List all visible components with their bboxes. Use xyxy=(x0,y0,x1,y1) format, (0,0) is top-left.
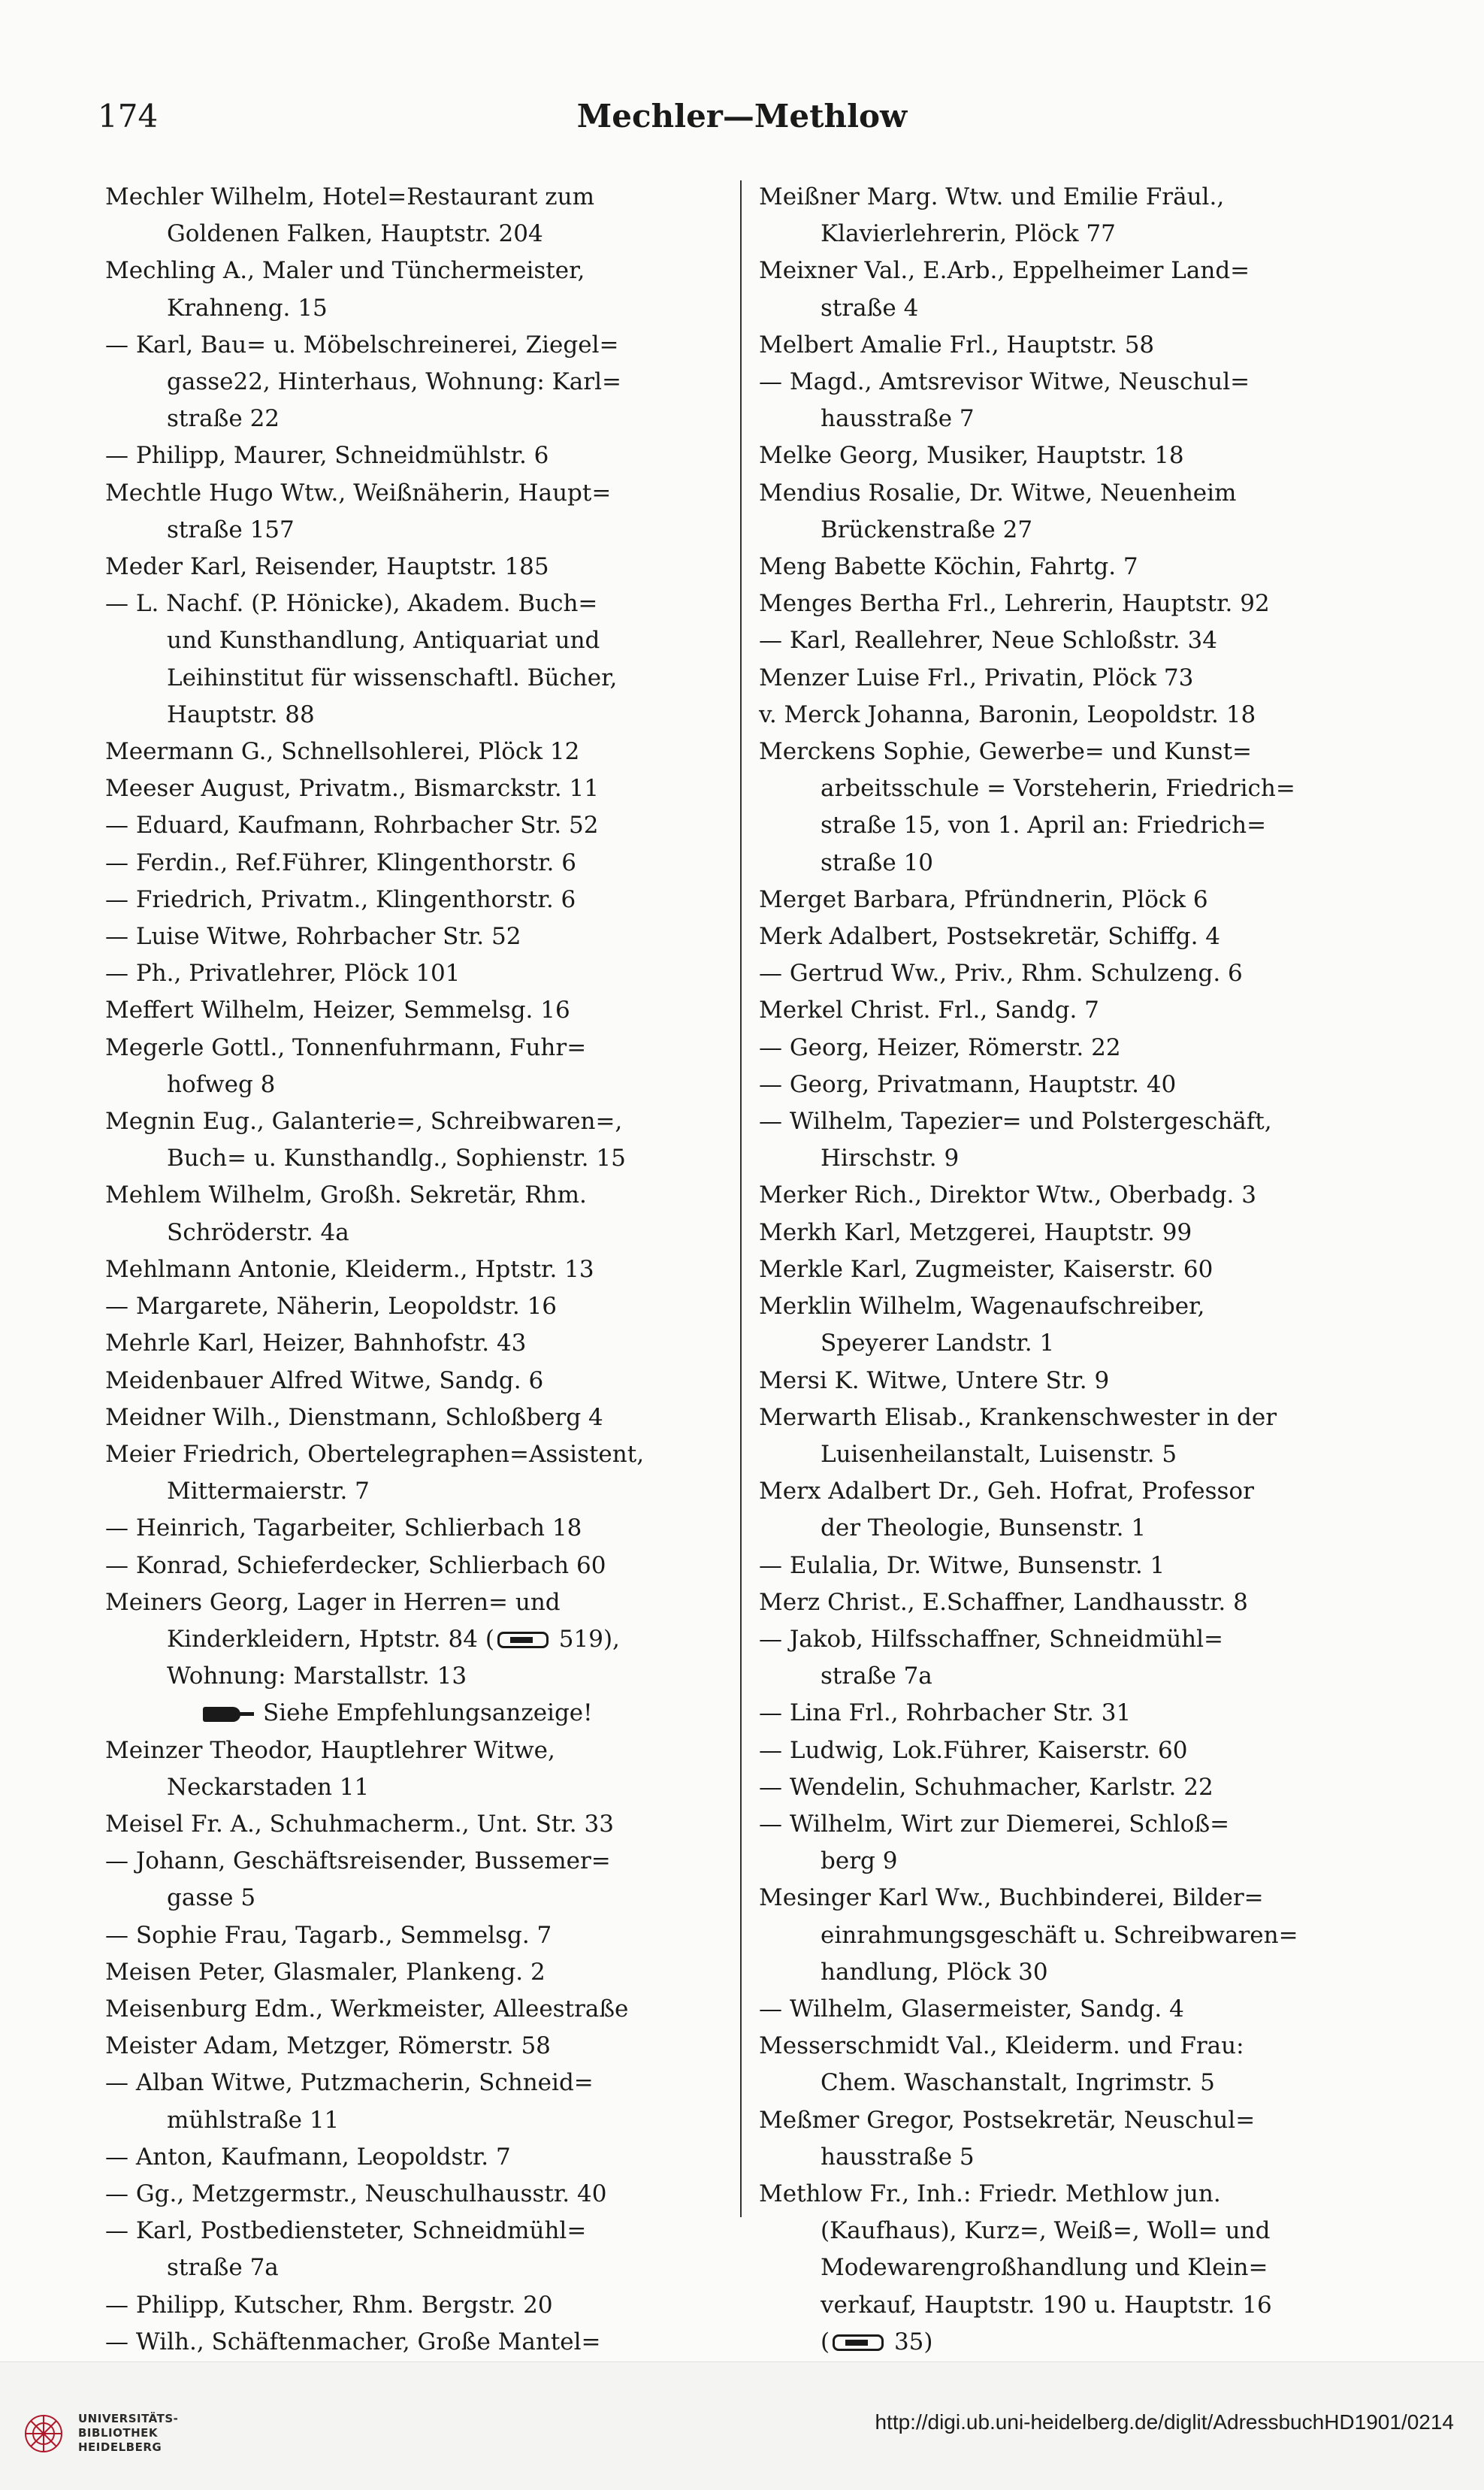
running-head: Mechler—Methlow xyxy=(576,98,908,135)
entry-text: — Wilh., Schäftenmacher, Große Mantel= xyxy=(105,2328,601,2355)
directory-entry xyxy=(105,253,740,326)
entry-text: Merker Rich., Direktor Wtw., Oberbadg. 3 xyxy=(759,1181,1256,1209)
entry-text: Meng Babette Köchin, Fahrtg. 7 xyxy=(759,553,1138,581)
directory-entry xyxy=(105,1177,740,1251)
entry-text: Megnin Eug., Galanterie=, Schreibwaren=, xyxy=(105,1108,623,1136)
library-name xyxy=(78,2412,178,2455)
entry-text: — Magd., Amtsrevisor Witwe, Neuschul= xyxy=(759,368,1250,396)
directory-entry xyxy=(105,1288,740,1325)
directory-entry xyxy=(759,1251,1394,1288)
directory-entry xyxy=(105,1991,740,2028)
entry-text: Meisen Peter, Glasmaler, Plankeng. 2 xyxy=(105,1958,546,1986)
entry-text: Meffert Wilhelm, Heizer, Semmelsg. 16 xyxy=(105,997,570,1024)
entry-text: Meidenbauer Alfred Witwe, Sandg. 6 xyxy=(105,1366,544,1394)
entry-text: Chem. Waschanstalt, Ingrimstr. 5 xyxy=(821,2069,1215,2097)
entry-text: hofweg 8 xyxy=(167,1070,276,1098)
entry-text: Merx Adalbert Dr., Geh. Hofrat, Professor xyxy=(759,1478,1254,1505)
entry-text: Wohnung: Marstallstr. 13 xyxy=(167,1663,467,1690)
column-divider xyxy=(740,180,742,2217)
entry-text: Modewarengroßhandlung und Klein= xyxy=(821,2254,1268,2282)
directory-entry xyxy=(759,660,1394,697)
entry-text: Mehlem Wilhelm, Großh. Sekretär, Rhm. xyxy=(105,1181,587,1209)
directory-entry xyxy=(105,549,740,585)
directory-entry xyxy=(105,1806,740,1843)
entry-text: Krahneng. 15 xyxy=(167,294,328,322)
pointing-hand-icon xyxy=(203,1707,240,1722)
directory-entry xyxy=(105,2213,740,2286)
entry-text: Merk Adalbert, Postsekretär, Schiffg. 4 xyxy=(759,923,1221,951)
entry-text: Leihinstitut für wissenschaftl. Bücher, xyxy=(167,664,618,691)
entry-text: Merkle Karl, Zugmeister, Kaiserstr. 60 xyxy=(759,1255,1213,1283)
directory-entry xyxy=(759,697,1394,734)
directory-entry xyxy=(759,1880,1394,1991)
directory-entry xyxy=(759,1399,1394,1473)
directory-entry xyxy=(759,1621,1394,1695)
directory-entry xyxy=(759,918,1394,955)
entry-text: Buch= u. Kunsthandlg., Sophienstr. 15 xyxy=(167,1145,626,1172)
directory-entry xyxy=(759,1103,1394,1177)
directory-entry xyxy=(105,1436,740,1510)
directory-entry xyxy=(105,2028,740,2065)
directory-entry xyxy=(105,475,740,549)
directory-entry xyxy=(105,882,740,918)
directory-entry xyxy=(759,475,1394,549)
entry-text: mühlstraße 11 xyxy=(167,2106,340,2134)
entry-text: — Ph., Privatlehrer, Plöck 101 xyxy=(105,960,461,988)
entry-text: — Ferdin., Ref.Führer, Klingenthorstr. 6 xyxy=(105,849,576,876)
directory-entry xyxy=(105,179,740,253)
entry-text: — Wilhelm, Wirt zur Diemerei, Schloß= xyxy=(759,1810,1230,1838)
entry-text: hausstraße 5 xyxy=(821,2143,975,2171)
directory-entry xyxy=(759,734,1394,882)
library-name-line: HEIDELBERG xyxy=(78,2440,162,2454)
entry-text: ( xyxy=(821,2328,830,2355)
directory-entry xyxy=(759,622,1394,659)
entry-text: straße 10 xyxy=(821,849,934,876)
directory-entry xyxy=(105,585,740,734)
right-column xyxy=(759,179,1394,2398)
directory-entry xyxy=(759,549,1394,585)
source-url-link[interactable]: http://digi.ub.uni-heidelberg.de/diglit/AdressbuchHD1901/0214 xyxy=(875,2410,1454,2434)
directory-entry xyxy=(105,1030,740,1103)
directory-entry xyxy=(759,955,1394,992)
entry-text: — Gg., Metzgermstr., Neuschulhausstr. 40 xyxy=(105,2180,607,2207)
library-name-line: BIBLIOTHEK xyxy=(78,2426,158,2440)
entry-text: Merget Barbara, Pfründnerin, Plöck 6 xyxy=(759,885,1208,913)
entry-text: Meinzer Theodor, Hauptlehrer Witwe, xyxy=(105,1736,555,1764)
entry-text: Mehrle Karl, Heizer, Bahnhofstr. 43 xyxy=(105,1330,527,1357)
entry-text: gasse22, Hinterhaus, Wohnung: Karl= xyxy=(167,368,621,396)
directory-entry xyxy=(759,1363,1394,1399)
directory-entry xyxy=(105,955,740,992)
entry-text: verkauf, Hauptstr. 190 u. Hauptstr. 16 xyxy=(821,2291,1272,2319)
entry-text: straße 7a xyxy=(821,1663,932,1690)
entry-text: — Eduard, Kaufmann, Rohrbacher Str. 52 xyxy=(105,812,599,840)
entry-text: Mechling A., Maler und Tünchermeister, xyxy=(105,257,585,285)
directory-entry xyxy=(105,1548,740,1584)
directory-entry xyxy=(759,1806,1394,1880)
entry-text: arbeitsschule = Vorsteherin, Friedrich= xyxy=(821,775,1295,803)
entry-text: — L. Nachf. (P. Hönicke), Akadem. Buch= xyxy=(105,590,598,618)
entry-text: — Wilhelm, Tapezier= und Polstergeschäft, xyxy=(759,1108,1272,1136)
directory-entry xyxy=(759,1584,1394,1621)
entry-text: — Luise Witwe, Rohrbacher Str. 52 xyxy=(105,923,521,951)
entry-text: Merkh Karl, Metzgerei, Hauptstr. 99 xyxy=(759,1218,1192,1246)
directory-entry xyxy=(105,1251,740,1288)
entry-text: — Wendelin, Schuhmacher, Karlstr. 22 xyxy=(759,1773,1213,1801)
directory-entry xyxy=(105,1843,740,1917)
entry-text: straße 22 xyxy=(167,405,280,433)
entry-text: Brückenstraße 27 xyxy=(821,516,1033,543)
entry-text: Mittermaierstr. 7 xyxy=(167,1478,370,1505)
entry-text: straße 7a xyxy=(167,2254,279,2282)
entry-text: Hirschstr. 9 xyxy=(821,1145,960,1172)
entry-text: — Johann, Geschäftsreisender, Bussemer= xyxy=(105,1847,611,1875)
directory-entry xyxy=(759,253,1394,326)
entry-text: Merkel Christ. Frl., Sandg. 7 xyxy=(759,997,1099,1024)
entry-text: Luisenheilanstalt, Luisenstr. 5 xyxy=(821,1440,1177,1468)
entry-text: Messerschmidt Val., Kleiderm. und Frau: xyxy=(759,2032,1244,2060)
entry-text: Megerle Gottl., Tonnenfuhrmann, Fuhr= xyxy=(105,1033,587,1061)
directory-entry xyxy=(759,179,1394,253)
entry-text: gasse 5 xyxy=(167,1884,256,1912)
entry-text: Meister Adam, Metzger, Römerstr. 58 xyxy=(105,2032,551,2060)
page-number: 174 xyxy=(98,98,159,135)
directory-entry xyxy=(105,734,740,770)
directory-entry xyxy=(759,364,1394,437)
entry-text: — Jakob, Hilfsschaffner, Schneidmühl= xyxy=(759,1625,1224,1653)
entry-text: hausstraße 7 xyxy=(821,405,975,433)
telephone-icon xyxy=(497,1632,549,1648)
directory-entry xyxy=(105,1325,740,1362)
directory-entry xyxy=(759,1177,1394,1214)
entry-text: — Ludwig, Lok.Führer, Kaiserstr. 60 xyxy=(759,1736,1188,1764)
directory-entry xyxy=(759,1769,1394,1806)
directory-entry xyxy=(105,918,740,955)
directory-entry xyxy=(759,1695,1394,1732)
entry-text: (Kaufhaus), Kurz=, Weiß=, Woll= und xyxy=(821,2217,1271,2245)
entry-text: Meisenburg Edm., Werkmeister, Alleestraße xyxy=(105,1995,629,2023)
entry-text: Meißner Marg. Wtw. und Emilie Fräul., xyxy=(759,183,1225,210)
directory-entry xyxy=(759,2176,1394,2361)
entry-text: — Philipp, Kutscher, Rhm. Bergstr. 20 xyxy=(105,2291,553,2319)
directory-entry xyxy=(105,1732,740,1806)
entry-text: — Heinrich, Tagarbeiter, Schlierbach 18 xyxy=(105,1514,582,1542)
directory-entry xyxy=(105,1103,740,1177)
directory-entry xyxy=(759,2028,1394,2101)
entry-text: — Margarete, Näherin, Leopoldstr. 16 xyxy=(105,1293,558,1321)
entry-text: — Georg, Privatmann, Hauptstr. 40 xyxy=(759,1070,1177,1098)
entry-text: straße 157 xyxy=(167,516,295,543)
entry-text: — Konrad, Schieferdecker, Schlierbach 60 xyxy=(105,1551,606,1579)
entry-text: — Sophie Frau, Tagarb., Semmelsg. 7 xyxy=(105,1921,552,1949)
directory-entry xyxy=(759,1288,1394,1362)
footer-bar xyxy=(0,2361,1484,2490)
entry-text: Meidner Wilh., Dienstmann, Schloßberg 4 xyxy=(105,1403,603,1431)
entry-text: — Wilhelm, Glasermeister, Sandg. 4 xyxy=(759,1995,1184,2023)
entry-text: Meeser August, Privatm., Bismarckstr. 11 xyxy=(105,775,599,803)
entry-text: Melke Georg, Musiker, Hauptstr. 18 xyxy=(759,442,1184,470)
library-logo-icon xyxy=(21,2407,66,2460)
directory-entry xyxy=(759,1066,1394,1103)
directory-entry xyxy=(105,1954,740,1991)
entry-text: einrahmungsgeschäft u. Schreibwaren= xyxy=(821,1921,1298,1949)
entry-text: Mechtle Hugo Wtw., Weißnäherin, Haupt= xyxy=(105,479,612,507)
entry-text: und Kunsthandlung, Antiquariat und xyxy=(167,627,600,655)
notice-entry xyxy=(105,1695,740,1732)
directory-entry xyxy=(759,327,1394,364)
entry-text: Merklin Wilhelm, Wagenaufschreiber, xyxy=(759,1293,1205,1321)
telephone-icon xyxy=(833,2334,884,2351)
entry-text: — Karl, Reallehrer, Neue Schloßstr. 34 xyxy=(759,627,1217,655)
directory-entry xyxy=(105,2139,740,2176)
entry-text: Neckarstaden 11 xyxy=(167,1773,370,1801)
entry-text: Mersi K. Witwe, Untere Str. 9 xyxy=(759,1366,1110,1394)
entry-text: Meisel Fr. A., Schuhmacherm., Unt. Str. 33 xyxy=(105,1810,614,1838)
entry-text: Schröderstr. 4a xyxy=(167,1218,349,1246)
entry-text: handlung, Plöck 30 xyxy=(821,1958,1048,1986)
directory-entry xyxy=(105,2176,740,2213)
entry-text: Meiners Georg, Lager in Herren= und xyxy=(105,1588,561,1616)
entry-text: Speyerer Landstr. 1 xyxy=(821,1330,1055,1357)
entry-text: Klavierlehrerin, Plöck 77 xyxy=(821,220,1116,248)
entry-text: — Friedrich, Privatm., Klingenthorstr. 6 xyxy=(105,885,576,913)
directory-entry xyxy=(105,437,740,474)
directory-entry xyxy=(105,1917,740,1954)
directory-entry xyxy=(105,1363,740,1399)
directory-entry xyxy=(105,770,740,807)
directory-entry xyxy=(105,2065,740,2138)
entry-text: — Eulalia, Dr. Witwe, Bunsenstr. 1 xyxy=(759,1551,1165,1579)
directory-entry xyxy=(759,1732,1394,1769)
entry-text: Mechler Wilhelm, Hotel=Restaurant zum xyxy=(105,183,594,210)
directory-entry xyxy=(105,1510,740,1547)
directory-entry xyxy=(759,882,1394,918)
entry-text: Meßmer Gregor, Postsekretär, Neuschul= xyxy=(759,2106,1256,2134)
entry-text: — Karl, Bau= u. Möbelschreinerei, Ziegel= xyxy=(105,331,619,359)
entry-text: Methlow Fr., Inh.: Friedr. Methlow jun. xyxy=(759,2180,1221,2207)
entry-text: — Karl, Postbediensteter, Schneidmühl= xyxy=(105,2217,587,2245)
entry-text: — Anton, Kaufmann, Leopoldstr. 7 xyxy=(105,2143,511,2171)
directory-entry xyxy=(759,437,1394,474)
entry-text: Goldenen Falken, Hauptstr. 204 xyxy=(167,220,543,248)
entry-text: — Philipp, Maurer, Schneidmühlstr. 6 xyxy=(105,442,549,470)
directory-entry xyxy=(105,1584,740,1696)
entry-text: 35) xyxy=(887,2328,933,2355)
entry-text: Melbert Amalie Frl., Hauptstr. 58 xyxy=(759,331,1155,359)
entry-text: Meermann G., Schnellsohlerei, Plöck 12 xyxy=(105,738,580,766)
entry-text: 519), xyxy=(551,1625,620,1653)
entry-text: v. Merck Johanna, Baronin, Leopoldstr. 18 xyxy=(759,700,1256,728)
directory-entry xyxy=(759,992,1394,1029)
directory-entry xyxy=(759,2102,1394,2176)
entry-text: Meixner Val., E.Arb., Eppelheimer Land= xyxy=(759,257,1250,285)
entry-text: Hauptstr. 88 xyxy=(167,700,315,728)
entry-text: Merwarth Elisab., Krankenschwester in der xyxy=(759,1403,1277,1431)
entry-text: — Lina Frl., Rohrbacher Str. 31 xyxy=(759,1699,1132,1727)
entry-text: Meier Friedrich, Obertelegraphen=Assistent, xyxy=(105,1440,645,1468)
library-name-line: UNIVERSITÄTS- xyxy=(78,2412,179,2425)
directory-entry xyxy=(759,585,1394,622)
entry-text: — Alban Witwe, Putzmacherin, Schneid= xyxy=(105,2069,594,2097)
directory-entry xyxy=(105,1399,740,1436)
directory-entry xyxy=(759,1991,1394,2028)
left-column xyxy=(105,179,740,2398)
directory-entry xyxy=(759,1215,1394,1251)
directory-entry xyxy=(105,327,740,438)
directory-entry xyxy=(105,992,740,1029)
entry-text: Mesinger Karl Ww., Buchbinderei, Bilder= xyxy=(759,1884,1264,1912)
entry-text: Merz Christ., E.Schaffner, Landhausstr. 8 xyxy=(759,1588,1248,1616)
entry-text: Mehlmann Antonie, Kleiderm., Hptstr. 13 xyxy=(105,1255,594,1283)
entry-text: der Theologie, Bunsenstr. 1 xyxy=(821,1514,1147,1542)
entry-text: straße 15, von 1. April an: Friedrich= xyxy=(821,812,1267,840)
entry-text: — Gertrud Ww., Priv., Rhm. Schulzeng. 6 xyxy=(759,960,1243,988)
directory-entry xyxy=(759,1548,1394,1584)
entry-text: Siehe Empfehlungsanzeige! xyxy=(263,1699,593,1727)
entry-text: Merckens Sophie, Gewerbe= und Kunst= xyxy=(759,738,1253,766)
directory-entry xyxy=(105,807,740,844)
entry-text: berg 9 xyxy=(821,1847,898,1875)
entry-text: — Georg, Heizer, Römerstr. 22 xyxy=(759,1033,1121,1061)
directory-entry xyxy=(105,2287,740,2324)
entry-text: Kinderkleidern, Hptstr. 84 ( xyxy=(167,1625,494,1653)
entry-text: Menges Bertha Frl., Lehrerin, Hauptstr. 92 xyxy=(759,590,1270,618)
entry-text: straße 4 xyxy=(821,294,919,322)
directory-entry xyxy=(759,1030,1394,1066)
directory-entry xyxy=(105,845,740,882)
entry-text: Mendius Rosalie, Dr. Witwe, Neuenheim xyxy=(759,479,1237,507)
entry-text: Meder Karl, Reisender, Hauptstr. 185 xyxy=(105,553,549,581)
directory-entry xyxy=(759,1473,1394,1547)
entry-text: Menzer Luise Frl., Privatin, Plöck 73 xyxy=(759,664,1194,691)
